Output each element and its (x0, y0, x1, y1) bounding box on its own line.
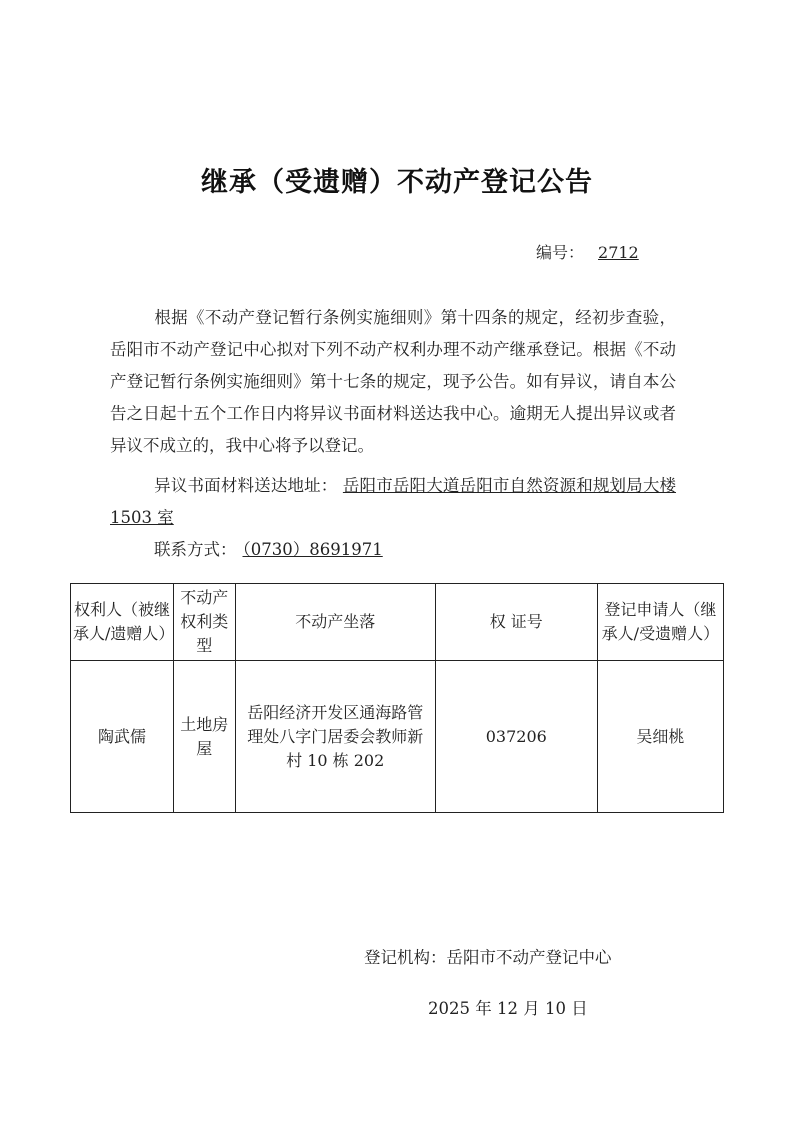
address-value: 岳阳市岳阳大道岳阳市自然资源和规划局大楼 1503 室 (110, 476, 677, 527)
notice-paragraph (110, 302, 676, 462)
contact-label: 联系方式： (154, 540, 237, 559)
page-title: 继承（受遗赠）不动产登记公告 (201, 167, 593, 198)
serial-label: 编号： (536, 243, 585, 262)
cell-applicant: 吴细桃 (597, 661, 723, 813)
header-applicant: 登记申请人（继承人/受遗赠人） (597, 584, 723, 661)
serial-value: 2712 (598, 243, 639, 262)
registration-authority: 登记机构：岳阳市不动产登记中心 (364, 948, 612, 967)
header-location: 不动产坐落 (235, 584, 435, 661)
table-row (71, 661, 724, 813)
contact-value: （0730）8691971 (242, 540, 383, 559)
cell-right-type: 土地房屋 (173, 661, 235, 813)
serial-number (536, 240, 639, 263)
address-label: 异议书面材料送达地址： (154, 476, 338, 495)
contact-info (154, 534, 403, 566)
header-cert-no: 权 证号 (435, 584, 597, 661)
property-table (70, 583, 724, 813)
header-owner: 权利人（被继承人/遗赠人） (71, 584, 174, 661)
table-header-row (71, 584, 724, 661)
cell-location: 岳阳经济开发区通海路管理处八字门居委会教师新村 10 栋 202 (235, 661, 435, 813)
notice-text: 根据《不动产登记暂行条例实施细则》第十四条的规定，经初步查验，岳阳市不动产登记中心拟对下列不动产权利办理不动产继承登记。根据《不动产登记暂行条例实施细则》第十七条的规定，现予公告。如有异议，请自本公告之日起十五个工作日内将异议书面材料送达我中心。逾期无人提出异议或者异议不成立的，我中心将予以登记。 (110, 308, 676, 455)
header-right-type: 不动产权利类型 (173, 584, 235, 661)
objection-address (110, 470, 676, 534)
cell-cert-no: 037206 (435, 661, 597, 813)
cell-owner: 陶武儒 (71, 661, 174, 813)
notice-date: 2025 年 12 月 10 日 (428, 999, 588, 1018)
